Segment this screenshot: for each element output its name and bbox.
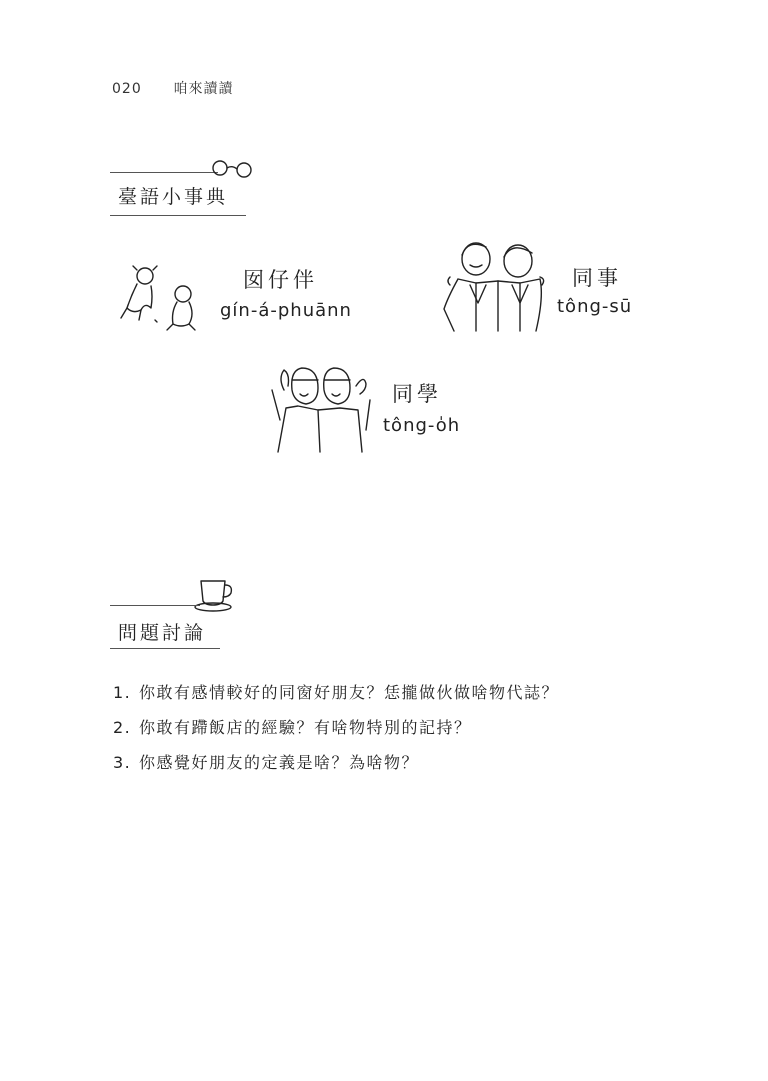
- heading-rule-bottom: [110, 648, 220, 649]
- question-number: 3.: [113, 753, 132, 772]
- question-number: 2.: [113, 718, 132, 737]
- question-text: 你敢有蹛飯店的經驗？有啥物特別的記持？: [139, 718, 472, 737]
- glossary-entry-hanzi: 同學: [392, 382, 442, 406]
- question-text: 你感覺好朋友的定義是啥？為啥物？: [139, 753, 420, 772]
- glossary-entry-hanzi: 同事: [572, 266, 622, 290]
- question-text: 你敢有感情較好的同窗好朋友？恁攏做伙做啥物代誌？: [139, 683, 560, 702]
- page-number: 020: [112, 81, 142, 97]
- question-number: 1.: [113, 683, 132, 702]
- glossary-entry-romanization: tông-o̍h: [383, 415, 461, 436]
- question-item: [113, 745, 559, 780]
- glossary-entry-romanization: tông-sū: [557, 296, 633, 317]
- glossary-entry-romanization: gín-á-phuānn: [220, 300, 352, 321]
- discussion-heading: [110, 595, 250, 655]
- book-title: 咱來讀讀: [173, 81, 234, 97]
- discussion-questions: [113, 675, 559, 780]
- glossary-entry-hanzi: 囡仔伴: [243, 268, 318, 292]
- heading-rule-top: [110, 605, 200, 606]
- classmates-illustration: [270, 360, 380, 455]
- glossary-heading-title: 臺語小事典: [118, 186, 229, 208]
- coworkers-illustration: [440, 237, 550, 337]
- question-item: [113, 675, 559, 710]
- question-item: [113, 710, 559, 745]
- heading-rule-top: [110, 172, 218, 173]
- glasses-icon: [210, 156, 258, 180]
- children-playing-illustration: [115, 262, 215, 332]
- heading-rule-bottom: [110, 215, 246, 216]
- page-header: [112, 78, 233, 98]
- discussion-heading-title: 問題討論: [118, 622, 207, 644]
